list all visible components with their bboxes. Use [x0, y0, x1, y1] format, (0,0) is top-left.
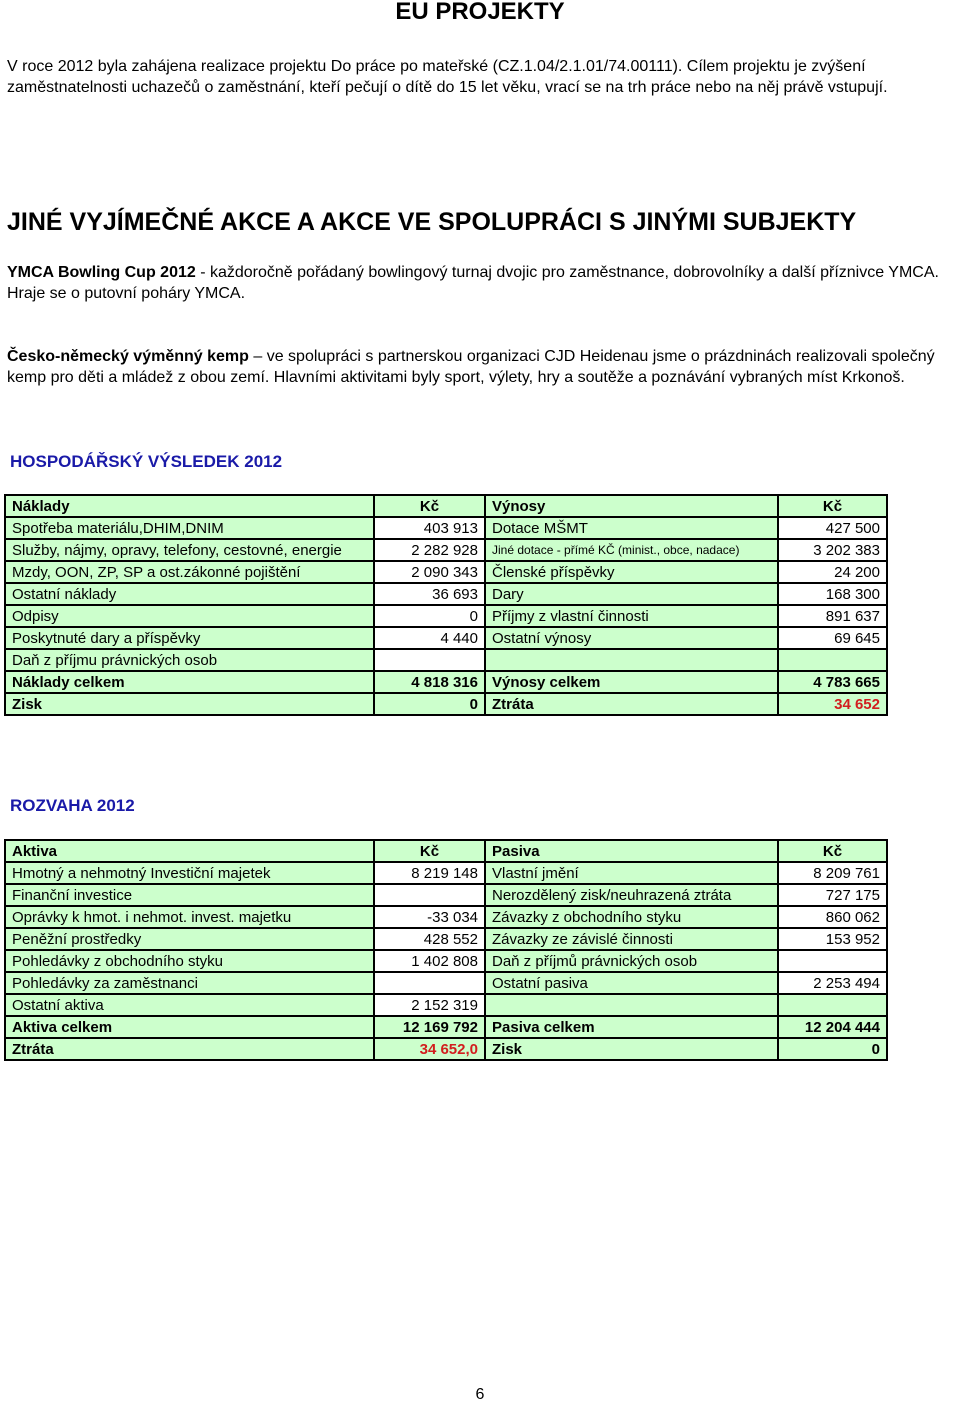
revenue-label: Dotace MŠMT	[485, 517, 778, 539]
table-row	[5, 539, 887, 561]
table-row	[5, 605, 887, 627]
asset-label: Pohledávky za zaměstnanci	[5, 972, 374, 994]
liability-label	[485, 994, 778, 1016]
table-row	[5, 884, 887, 906]
ymca-bowling-paragraph	[7, 262, 955, 304]
cost-label: Mzdy, OON, ZP, SP a ost.zákonné pojištění	[5, 561, 374, 583]
exchange-camp-text: ve spolupráci s partnerskou organizaci CJD Heidenau jsme o prázdninách realizovali společný kemp pro děti a mládež z obou zemí. Hlavními aktivitami byly sport, výlety, hry a soutěže a poznávání vybraných míst Krkonoš.	[7, 348, 935, 386]
section-title: JINÉ VYJÍMEČNÉ AKCE A AKCE VE SPOLUPRÁCI S JINÝMI SUBJEKTY	[7, 208, 857, 236]
total-assets-value: 12 169 792	[374, 1016, 485, 1038]
revenue-label	[485, 649, 778, 671]
asset-label: Peněžní prostředky	[5, 928, 374, 950]
loss-label: Ztráta	[485, 693, 778, 715]
loss-value: 34 652	[778, 693, 887, 715]
cost-value: 36 693	[374, 583, 485, 605]
total-liabilities-value: 12 204 444	[778, 1016, 887, 1038]
total-cost-value: 4 818 316	[374, 671, 485, 693]
dash: –	[253, 348, 263, 365]
total-liabilities-label: Pasiva celkem	[485, 1016, 778, 1038]
table-row	[5, 862, 887, 884]
cost-value: 4 440	[374, 627, 485, 649]
result-row	[5, 693, 887, 715]
liability-value: 8 209 761	[778, 862, 887, 884]
revenue-label: Členské příspěvky	[485, 561, 778, 583]
cost-label: Služby, nájmy, opravy, telefony, cestovné, energie	[5, 539, 374, 561]
total-cost-label: Náklady celkem	[5, 671, 374, 693]
table-row	[5, 627, 887, 649]
revenue-label: Dary	[485, 583, 778, 605]
cost-value: 2 282 928	[374, 539, 485, 561]
loss-value: 34 652,0	[374, 1038, 485, 1060]
total-revenue-label: Výnosy celkem	[485, 671, 778, 693]
cost-value: 0	[374, 605, 485, 627]
liability-value: 2 253 494	[778, 972, 887, 994]
profit-label: Zisk	[485, 1038, 778, 1060]
cost-value	[374, 649, 485, 671]
revenue-label: Jiné dotace - přímé KČ (minist., obce, nadace)	[485, 539, 778, 561]
income-statement-title: HOSPODÁŘSKÝ VÝSLEDEK 2012	[10, 452, 283, 471]
cost-label: Odpisy	[5, 605, 374, 627]
cost-value: 2 090 343	[374, 561, 485, 583]
ymca-bowling-title: YMCA Bowling Cup 2012	[7, 264, 196, 281]
header-cell: Aktiva	[5, 840, 374, 862]
liability-label: Závazky ze závislé činnosti	[485, 928, 778, 950]
profit-value: 0	[778, 1038, 887, 1060]
liability-value: 860 062	[778, 906, 887, 928]
balance-sheet-title: ROZVAHA 2012	[10, 796, 135, 815]
income-statement-table	[4, 494, 888, 716]
liability-label: Daň z příjmů právnických osob	[485, 950, 778, 972]
liability-value: 153 952	[778, 928, 887, 950]
table-row	[5, 583, 887, 605]
total-revenue-value: 4 783 665	[778, 671, 887, 693]
result-row	[5, 1038, 887, 1060]
cost-label: Spotřeba materiálu,DHIM,DNIM	[5, 517, 374, 539]
asset-value	[374, 972, 485, 994]
asset-value: 1 402 808	[374, 950, 485, 972]
table-row	[5, 950, 887, 972]
asset-value: -33 034	[374, 906, 485, 928]
exchange-camp-title: Česko-německý výměnný kemp	[7, 348, 249, 365]
asset-label: Oprávky k hmot. i nehmot. invest. majetku	[5, 906, 374, 928]
revenue-label: Ostatní výnosy	[485, 627, 778, 649]
cost-value: 403 913	[374, 517, 485, 539]
page-number: 6	[475, 1386, 485, 1403]
totals-row	[5, 671, 887, 693]
ymca-bowling-text: - každoročně pořádaný bowlingový turnaj dvojic pro zaměstnance, dobrovolníky a další příznivce YMCA. Hraje se o putovní poháry YMCA.	[7, 264, 939, 302]
revenue-value: 3 202 383	[778, 539, 887, 561]
header-cell: Kč	[374, 495, 485, 517]
exchange-camp-paragraph	[7, 346, 955, 388]
cost-label: Poskytnuté dary a příspěvky	[5, 627, 374, 649]
liability-label: Ostatní pasiva	[485, 972, 778, 994]
table-row	[5, 994, 887, 1016]
eu-project-paragraph: V roce 2012 byla zahájena realizace projektu Do práce po mateřské (CZ.1.04/2.1.01/74.00111). Cílem projektu je zvýšení zaměstnatelnosti uchazečů o zaměstnání, kteří pečují o dítě do 15 let věku, vrací se na trh práce nebo na něj právě vstupují.	[7, 58, 888, 96]
liability-value	[778, 950, 887, 972]
table-row	[5, 649, 887, 671]
loss-label: Ztráta	[5, 1038, 374, 1060]
table-row	[5, 561, 887, 583]
liability-label: Nerozdělený zisk/neuhrazená ztráta	[485, 884, 778, 906]
asset-label: Ostatní aktiva	[5, 994, 374, 1016]
page-title: EU PROJEKTY	[395, 0, 565, 25]
header-cell: Kč	[778, 840, 887, 862]
asset-value	[374, 884, 485, 906]
revenue-value: 891 637	[778, 605, 887, 627]
revenue-value: 427 500	[778, 517, 887, 539]
balance-sheet-table	[4, 839, 888, 1061]
asset-value: 2 152 319	[374, 994, 485, 1016]
totals-row	[5, 1016, 887, 1038]
revenue-value: 24 200	[778, 561, 887, 583]
revenue-value: 168 300	[778, 583, 887, 605]
header-cell: Kč	[374, 840, 485, 862]
table-row	[5, 928, 887, 950]
table-row	[5, 906, 887, 928]
liability-value	[778, 994, 887, 1016]
header-cell: Výnosy	[485, 495, 778, 517]
profit-value: 0	[374, 693, 485, 715]
liability-value: 727 175	[778, 884, 887, 906]
asset-label: Pohledávky z obchodního styku	[5, 950, 374, 972]
header-cell: Kč	[778, 495, 887, 517]
liability-label: Vlastní jmění	[485, 862, 778, 884]
table-row	[5, 972, 887, 994]
asset-label: Finanční investice	[5, 884, 374, 906]
table-row	[5, 517, 887, 539]
revenue-value: 69 645	[778, 627, 887, 649]
revenue-label: Příjmy z vlastní činnosti	[485, 605, 778, 627]
cost-label: Ostatní náklady	[5, 583, 374, 605]
asset-value: 8 219 148	[374, 862, 485, 884]
table-header-row	[5, 495, 887, 517]
asset-label: Hmotný a nehmotný Investiční majetek	[5, 862, 374, 884]
asset-value: 428 552	[374, 928, 485, 950]
profit-label: Zisk	[5, 693, 374, 715]
total-assets-label: Aktiva celkem	[5, 1016, 374, 1038]
header-cell: Náklady	[5, 495, 374, 517]
header-cell: Pasiva	[485, 840, 778, 862]
liability-label: Závazky z obchodního styku	[485, 906, 778, 928]
table-header-row	[5, 840, 887, 862]
cost-label: Daň z příjmu právnických osob	[5, 649, 374, 671]
revenue-value	[778, 649, 887, 671]
